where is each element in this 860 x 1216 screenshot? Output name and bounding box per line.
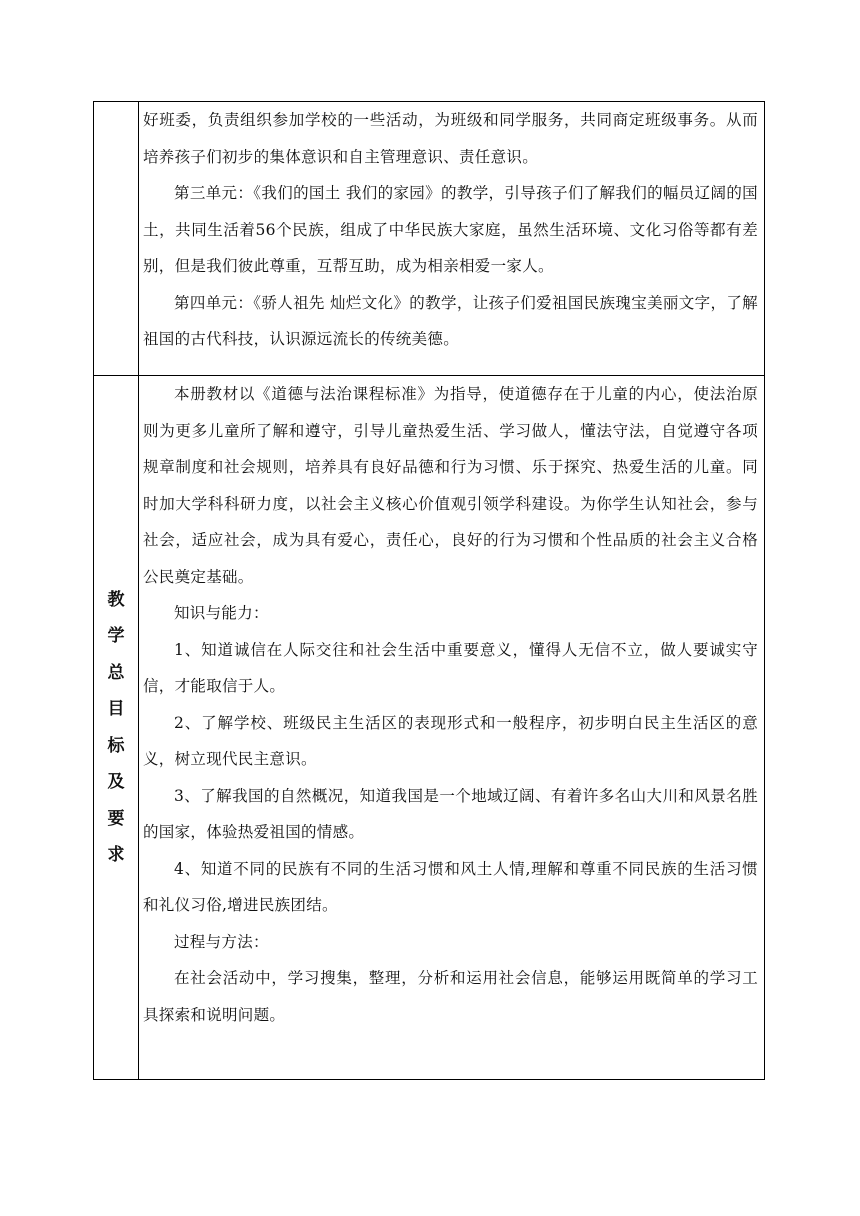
label-char: 求 [107,845,125,865]
label-char: 教 [107,589,125,610]
label-char: 标 [107,735,125,756]
paragraph-unit-three: 第三单元：《我们的国土 我们的家园》的教学，引导孩子们了解我们的幅员辽阔的国土，共同生活着56个民族，组成了中华民族大家庭，虽然生活环境、文化习俗等都有差别，但是我们彼此尊重，互帮互助，成为相亲相爱一家人。 [143,184,758,275]
list-item: 3、了解我国的自然概况，知道我国是一个地域辽阔、有着许多名山大川和风景名胜的国家，体验热爱祖国的情感。 [143,786,758,841]
row-label-cell [94,376,139,1080]
table-row-continuation [94,102,765,376]
label-char: 及 [107,772,125,792]
label-char: 目 [107,699,125,719]
content-cell [139,376,765,1080]
section-heading-process: 过程与方法： [174,932,269,951]
paragraph-process: 在社会活动中，学习搜集，整理，分析和运用社会信息，能够运用既简单的学习工具探索和说明问题。 [143,969,758,1024]
label-char: 总 [107,662,125,683]
paragraph-continuation: 好班委，负责组织参加学校的一些活动，为班级和同学服务，共同商定班级事务。从而培养孩子们初步的集体意识和自主管理意识、责任意识。 [143,111,758,166]
label-char: 学 [107,626,125,646]
plan-table [93,101,765,1080]
paragraph-intro: 本册教材以《道德与法治课程标准》为指导，使道德存在于儿童的内心，使法治原则为更多儿童所了解和遵守，引导儿童热爱生活、学习做人，懂法守法，自觉遵守各项规章制度和社会规则，培养具有良好品德和行为习惯、乐于探究、热爱生活的儿童。同时加大学科科研力度，以社会主义核心价值观引领学科建设。为你学生认知社会，参与社会，适应社会，成为具有爱心，责任心，良好的行为习惯和个性品质的社会主义合格公民奠定基础。 [143,385,758,586]
list-item: 1、知道诚信在人际交往和社会生活中重要意义，懂得人无信不立，做人要诚实守信，才能取信于人。 [143,640,758,695]
section-heading-knowledge: 知识与能力： [174,604,269,622]
list-item: 4、知道不同的民族有不同的生活习惯和风土人情,理解和尊重不同民族的生活习惯和礼仪习俗,增进民族团结。 [143,859,758,914]
paragraph-unit-four: 第四单元：《骄人祖先 灿烂文化》的教学，让孩子们爱祖国民族瑰宝美丽文字，了解祖国的古代科技，认识源远流长的传统美德。 [143,293,758,348]
content-cell [139,102,765,376]
row-label-cell-empty [94,102,139,376]
row-label-goals [94,582,138,874]
list-item: 2、了解学校、班级民主生活区的表现形式和一般程序，初步明白民主生活区的意义，树立现代民主意识。 [143,713,758,768]
table-row-goals [94,376,765,1080]
label-char: 要 [107,808,125,829]
